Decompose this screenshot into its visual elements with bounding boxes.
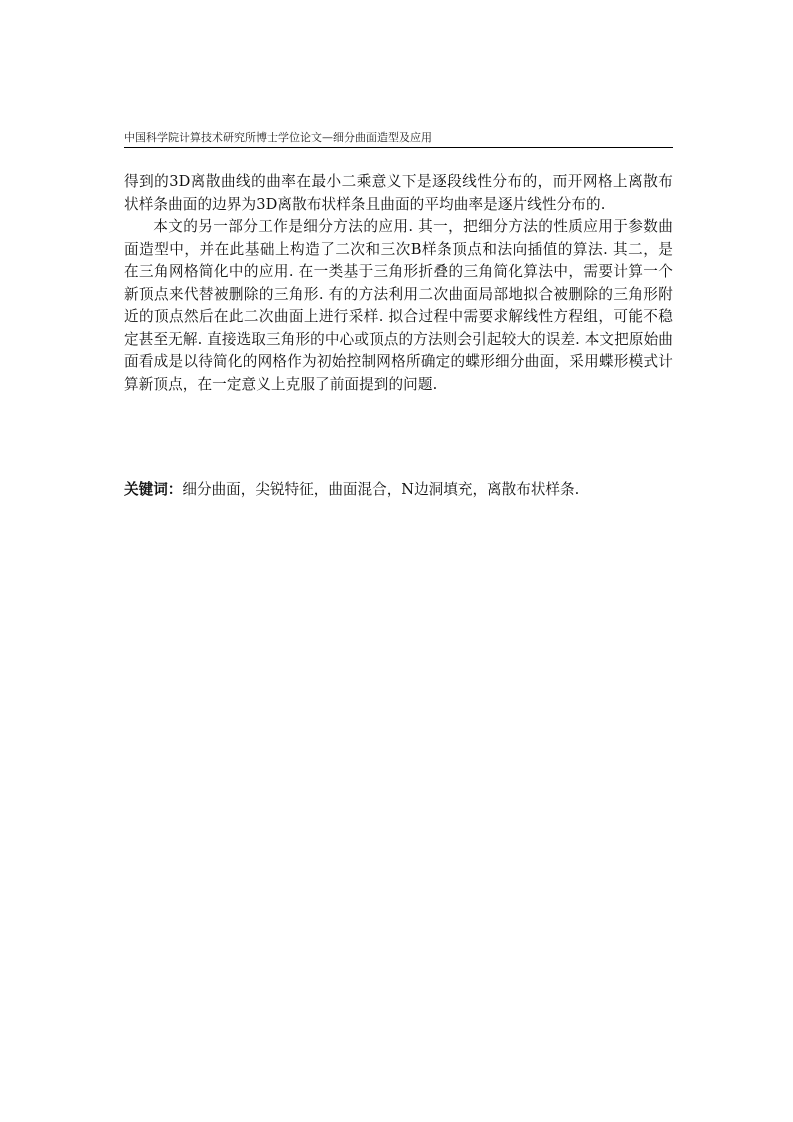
body-text — [124, 171, 673, 396]
running-header: 中国科学院计算技术研究所博士学位论文—细分曲面造型及应用 — [124, 131, 432, 144]
paragraph-applications: 本文的另一部分工作是细分方法的应用. 其一，把细分方法的性质应用于参数曲面造型中，并在此基础上构造了二次和三次B样条顶点和法向插值的算法. 其二，是在三角网格简化中的应用. 在一类基于三角形折叠的三角简化算法中，需要计算一个新顶点来代替被删除的三角形. 有的方法利用二次曲面局部地拟合被删除的三角形附近的顶点然后在此二次曲面上进行采样. 拟合过程中需要求解线性方程组，可能不稳定甚至无解. 直接选取三角形的中心或顶点的方法则会引起较大的误差. 本文把原始曲面看成是以待简化的网格作为初始控制网格所确定的蝶形细分曲面，采用蝶形模式计算新顶点，在一定意义上克服了前面提到的问题. — [124, 218, 673, 393]
header-rule — [124, 147, 673, 148]
paragraph-curvature: 得到的3D离散曲线的曲率在最小二乘意义下是逐段线性分布的，而开网格上离散布状样条曲面的边界为3D离散布状样条且曲面的平均曲率是逐片线性分布的. — [124, 173, 673, 213]
keywords-label: 关键词： — [124, 481, 183, 498]
keywords-text: 细分曲面，尖锐特征，曲面混合，N边洞填充，离散布状样条. — [182, 481, 580, 498]
keywords-line — [124, 479, 673, 501]
